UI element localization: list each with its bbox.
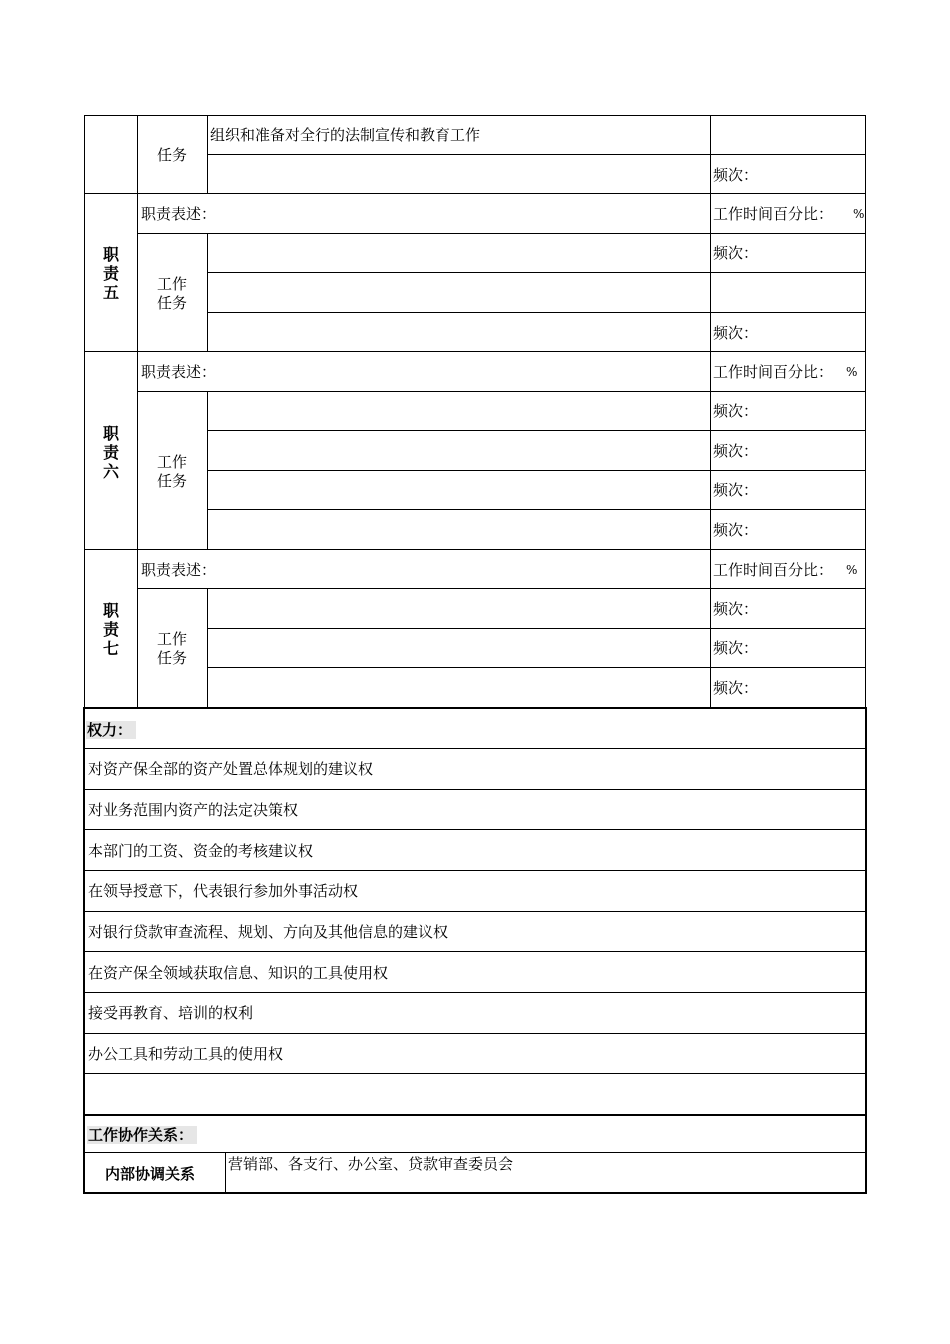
task-label-line2: 任务 [157,649,188,667]
duty-title-char: 五 [102,283,119,302]
duty-title-5 [101,245,121,302]
duty-title-char: 责 [102,620,119,639]
cooperation-heading [87,1126,197,1144]
duty-description-label: 职责表述： [141,561,217,579]
authority-item: 对银行贷款审查流程、规划、方向及其他信息的建议权 [88,923,449,941]
authority-item: 接受再教育、培训的权利 [88,1004,254,1022]
task-item: 组织和准备对全行的法制宣传和教育工作 [210,126,481,144]
time-percent-label: 工作时间百分比： [713,363,834,381]
duty-title-6 [101,424,121,481]
rule [208,667,866,668]
duty-description-label: 职责表述： [141,363,217,381]
task-label-line1: 工作 [157,453,188,471]
frequency-label: 频次： [713,402,759,420]
rule [84,351,866,352]
rule [84,951,866,952]
duty-title-char: 职 [102,424,119,443]
percent-sign: % [846,563,858,577]
rule [84,748,866,749]
rule [137,588,866,589]
percent-sign: % [853,207,865,221]
authority-item: 对资产保全部的资产处置总体规划的建议权 [88,760,374,778]
rule [710,115,711,709]
frequency-label: 频次： [713,166,759,184]
authority-item: 在领导授意下，代表银行参加外事活动权 [88,882,359,900]
task-label-line2: 任务 [157,294,188,312]
cooperation-heading-text: 工作协作关系： [87,1126,197,1144]
rule [137,391,866,392]
internal-coordination-label: 内部协调关系 [105,1165,196,1183]
frequency-label: 频次： [713,481,759,499]
rule [225,1152,226,1193]
rule [84,115,85,709]
duty-title-char: 责 [102,264,119,283]
frequency-label: 频次： [713,324,759,342]
rule [84,992,866,993]
rule [208,154,866,155]
rule [208,430,866,431]
rule [84,1152,866,1153]
duty-title-char: 责 [102,443,119,462]
frequency-label: 频次： [713,521,759,539]
rule [137,115,138,709]
task-label: 任务 [157,146,188,164]
time-percent-label: 工作时间百分比： [713,205,834,223]
duty-title-char: 六 [102,462,119,481]
rule [207,233,208,352]
rule [84,115,866,116]
rule [208,312,866,313]
frequency-label: 频次： [713,679,759,697]
rule [208,272,866,273]
rule [207,115,208,194]
frequency-label: 频次： [713,244,759,262]
rule [84,193,866,194]
rule [84,789,866,790]
frequency-label: 频次： [713,600,759,618]
rule [208,509,866,510]
rule [84,549,866,550]
rule [83,1192,867,1194]
task-label-line1: 工作 [157,630,188,648]
rule [84,870,866,871]
rule [84,911,866,912]
authority-item: 本部门的工资、资金的考核建议权 [88,842,314,860]
time-percent-label: 工作时间百分比： [713,561,834,579]
rule [84,829,866,830]
rule [84,707,867,709]
authority-item: 在资产保全领域获取信息、知识的工具使用权 [88,964,389,982]
authority-heading-text: 权力： [86,721,136,739]
authority-item: 办公工具和劳动工具的使用权 [88,1045,284,1063]
rule [84,1073,866,1074]
frequency-label: 频次： [713,639,759,657]
duty-title-char: 七 [102,639,119,658]
rule [207,391,208,549]
task-label-line2: 任务 [157,472,188,490]
duty-title-char: 职 [102,601,119,620]
internal-coordination-value: 营销部、各支行、办公室、贷款审查委员会 [228,1155,514,1173]
authority-item: 对业务范围内资产的法定决策权 [88,801,299,819]
duty-title-char: 职 [102,245,119,264]
rule [84,1114,867,1116]
duty-title-7 [101,601,121,658]
rule [208,470,866,471]
rule [208,628,866,629]
task-label-line1: 工作 [157,275,188,293]
rule [137,233,866,234]
rule [207,588,208,708]
authority-heading [86,721,136,739]
duty-description-label: 职责表述： [141,205,217,223]
percent-sign: % [846,365,858,379]
rule [865,115,866,709]
frequency-label: 频次： [713,442,759,460]
rule [84,1033,866,1034]
